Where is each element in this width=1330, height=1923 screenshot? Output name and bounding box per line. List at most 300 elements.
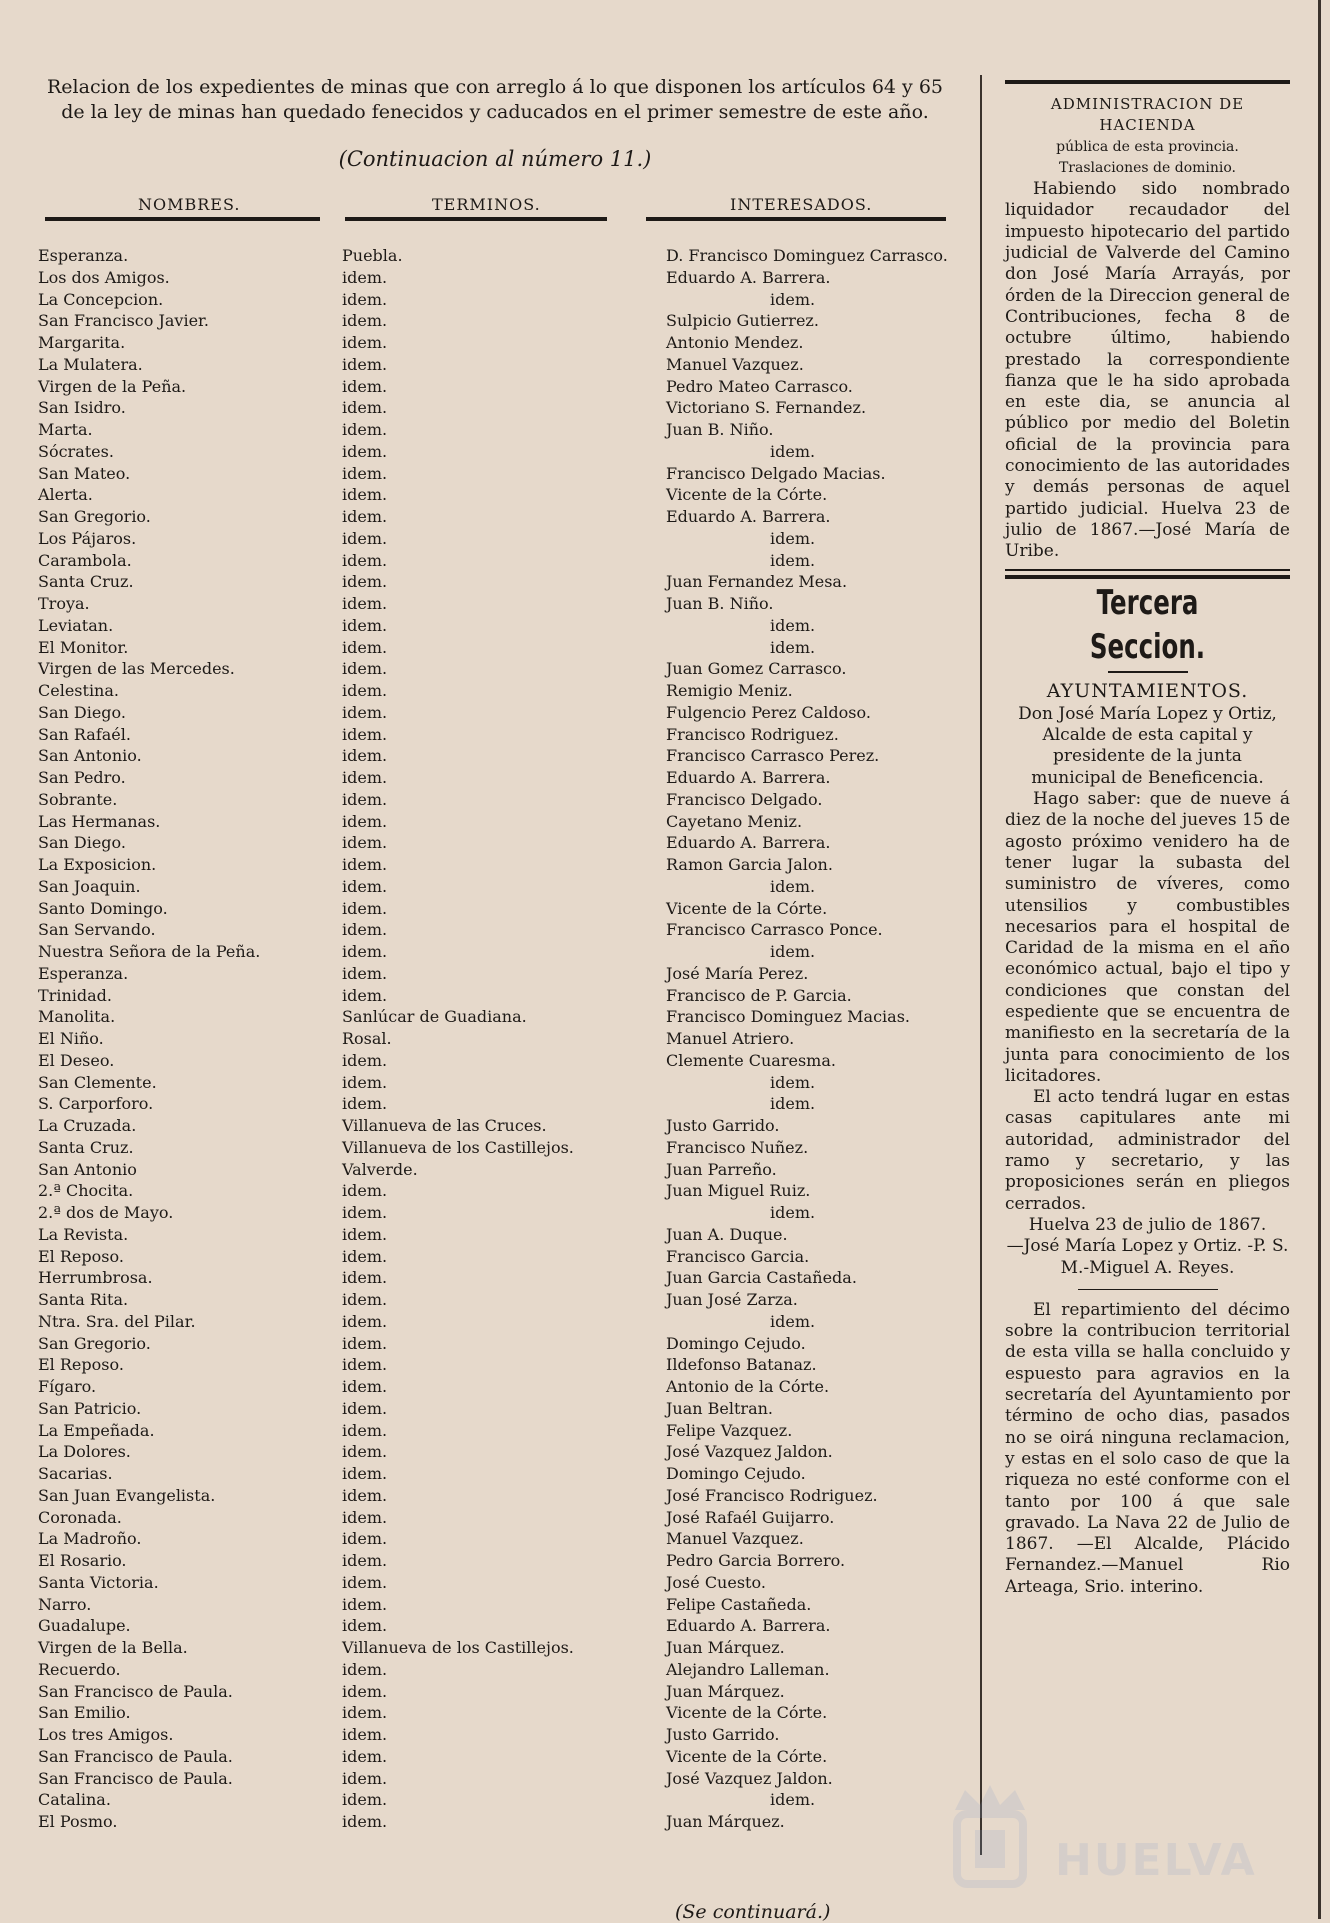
mine-holder: José María Perez. — [666, 963, 809, 983]
mine-term: idem. — [342, 463, 388, 483]
table-row — [30, 1507, 960, 1529]
table-row — [30, 1528, 960, 1550]
mine-term: idem. — [342, 985, 388, 1005]
notice-date: Huelva 23 de julio de 1867. — [1028, 1214, 1267, 1235]
mine-name: Ntra. Sra. del Pilar. — [38, 1311, 196, 1331]
mine-name: El Monitor. — [38, 637, 129, 657]
mine-term: idem. — [342, 1551, 388, 1570]
mine-term: idem. — [342, 1224, 388, 1244]
mine-term: idem. — [342, 833, 388, 853]
table-row — [30, 1746, 960, 1768]
mine-holder: Victoriano S. Fernandez. — [666, 398, 867, 418]
mine-name: Sacarias. — [38, 1464, 113, 1483]
right-column — [1005, 80, 1290, 1598]
table-row — [30, 1659, 960, 1681]
mine-name: Sócrates. — [38, 441, 114, 461]
mine-name: Guadalupe. — [38, 1616, 131, 1636]
mine-term: idem. — [342, 441, 388, 461]
mine-name: San Francisco de Paula. — [38, 1681, 233, 1701]
mine-term: idem. — [342, 789, 388, 809]
mine-name: San Patricio. — [38, 1398, 142, 1418]
table-row — [30, 1376, 960, 1398]
mine-name: La Revista. — [38, 1224, 129, 1244]
mine-name: San Juan Evangelista. — [38, 1485, 216, 1505]
table-row — [30, 1137, 960, 1159]
mine-term: Villanueva de las Cruces. — [342, 1116, 547, 1135]
mayor-intro: Don José María Lopez y Ortiz, Alcalde de esta capital y presidente de la junta municipal de Beneficencia. — [1018, 703, 1277, 788]
mine-name: S. Carporforo. — [38, 1094, 154, 1114]
mine-term: idem. — [342, 920, 388, 940]
mine-name: Celestina. — [38, 681, 119, 700]
mine-holder: Justo Garrido. — [666, 1116, 780, 1135]
table-row — [30, 1289, 960, 1311]
mine-term: idem. — [342, 1094, 388, 1114]
admin-title: ADMINISTRACION DE HACIENDA — [1050, 95, 1245, 135]
mine-holder: Justo Garrido. — [666, 1725, 780, 1744]
mine-holder: idem. — [770, 441, 816, 461]
mine-holder: Juan Beltran. — [666, 1398, 773, 1418]
mine-holder: Fulgencio Perez Caldoso. — [666, 702, 871, 722]
mine-term: idem. — [342, 1398, 388, 1418]
mine-term: idem. — [342, 1333, 388, 1353]
mine-holder: Juan Márquez. — [666, 1638, 785, 1657]
table-row — [30, 1398, 960, 1420]
mine-name: La Mulatera. — [38, 354, 143, 374]
table-row — [30, 1028, 960, 1050]
table-row — [30, 985, 960, 1007]
mine-holder: Juan Márquez. — [666, 1812, 785, 1831]
mine-holder: idem. — [770, 1790, 816, 1810]
mine-term: idem. — [342, 1246, 388, 1266]
mine-holder: Vicente de la Córte. — [666, 1703, 828, 1723]
continuation-note: (Continuacion al número 11.) — [338, 147, 652, 171]
mine-term: Villanueva de los Castillejos. — [342, 1137, 574, 1157]
mine-term: idem. — [342, 1790, 388, 1810]
mine-term: idem. — [342, 942, 388, 961]
table-row — [30, 1420, 960, 1442]
table-row — [30, 1789, 960, 1811]
mine-name: Virgen de la Peña. — [38, 376, 187, 396]
mine-term: idem. — [342, 1529, 388, 1549]
crown-shield-icon — [935, 1780, 1045, 1900]
mine-name: Catalina. — [38, 1790, 111, 1810]
mine-name: Las Hermanas. — [38, 811, 161, 831]
mine-term: Sanlúcar de Guadiana. — [342, 1007, 527, 1027]
mine-holder: Francisco Delgado Macias. — [666, 463, 886, 483]
mine-name: La Concepcion. — [38, 289, 164, 309]
mine-term: idem. — [342, 1746, 388, 1766]
column-headers — [30, 181, 960, 221]
table-row — [30, 811, 960, 833]
header-rule — [45, 217, 320, 221]
mine-term: idem. — [342, 681, 388, 700]
table-row — [30, 1485, 960, 1507]
mine-name: Troya. — [38, 594, 90, 613]
table-row — [30, 1681, 960, 1703]
table-row — [30, 1072, 960, 1094]
admin-subtitle: Traslaciones de dominio. — [1058, 159, 1237, 176]
mine-holder: Juan Márquez. — [666, 1681, 785, 1701]
mine-term: Puebla. — [342, 246, 403, 265]
table-row — [30, 1637, 960, 1659]
mine-holder: Juan Miguel Ruiz. — [666, 1181, 811, 1201]
mine-name: Santa Cruz. — [38, 1137, 134, 1157]
mine-holder: Felipe Vazquez. — [666, 1420, 793, 1440]
mine-holder: Pedro Garcia Borrero. — [666, 1551, 846, 1570]
mine-name: La Empeñada. — [38, 1420, 155, 1440]
mine-holder: Manuel Vazquez. — [666, 354, 804, 374]
mine-name: San Antonio. — [38, 746, 142, 766]
table-row — [30, 1463, 960, 1485]
mine-term: idem. — [342, 1050, 388, 1070]
mine-holder: idem. — [770, 1072, 816, 1092]
table-row — [30, 789, 960, 811]
mine-holder: Remigio Meniz. — [666, 681, 793, 700]
mine-holder: Felipe Castañeda. — [666, 1594, 812, 1614]
short-rule — [1108, 671, 1188, 673]
table-row — [30, 289, 960, 311]
mine-term: idem. — [342, 1355, 388, 1375]
mine-holder: Alejandro Lalleman. — [666, 1659, 830, 1679]
admin-notice: Habiendo sido nombrado liquidador recaudador del impuesto hipotecario del partido judicial de Valverde del Camino don José María Arrayás, por órden de la Direccion general de Contribuciones, fecha 8 de octubre último, habiendo prestado la correspondiente fianza que le ha sido aprobada en este dia, se anuncia al público por medio del Boletin oficial de la provincia para conocimiento de las autoridades y demás personas de aquel partido judicial. Huelva 23 de julio de 1867.—José María de Uribe. — [1005, 179, 1290, 562]
mine-holder: Eduardo A. Barrera. — [666, 267, 831, 287]
mine-holder: José Rafaél Guijarro. — [666, 1507, 835, 1527]
mine-name: El Rosario. — [38, 1551, 127, 1570]
mine-name: Sobrante. — [38, 789, 118, 809]
mine-holder: idem. — [770, 550, 816, 570]
mine-holder: Manuel Atriero. — [666, 1029, 795, 1048]
table-row — [30, 1246, 960, 1268]
mine-term: idem. — [342, 1616, 388, 1636]
header-terminos: TERMINOS. — [432, 195, 541, 214]
mine-term: idem. — [342, 702, 388, 722]
table-row — [30, 1550, 960, 1572]
mine-holder: Juan Parreño. — [666, 1159, 777, 1179]
mine-holder: Cayetano Meniz. — [666, 811, 803, 831]
mine-term: idem. — [342, 1725, 388, 1744]
mine-name: El Niño. — [38, 1029, 104, 1048]
mine-holder: idem. — [770, 615, 816, 635]
mine-name: San Francisco de Paula. — [38, 1768, 233, 1788]
mine-holder: idem. — [770, 528, 816, 548]
mine-term: idem. — [342, 1311, 388, 1331]
mine-holder: Vicente de la Córte. — [666, 1746, 828, 1766]
mine-term: idem. — [342, 550, 388, 570]
list-heading-line2: de la ley de minas han quedado fenecidos y caducados en el primer semestre de este año. — [61, 101, 929, 123]
mine-term: idem. — [342, 420, 388, 439]
page-edge-rule — [1318, 0, 1321, 1919]
mine-holder: Eduardo A. Barrera. — [666, 833, 831, 853]
mine-holder: José Vazquez Jaldon. — [666, 1442, 833, 1462]
table-row — [30, 1050, 960, 1072]
mine-name: Virgen de la Bella. — [38, 1638, 188, 1657]
header-nombres: NOMBRES. — [138, 195, 241, 214]
mine-name: 2.ª Chocita. — [38, 1181, 134, 1201]
mine-term: idem. — [342, 724, 388, 744]
mine-term: idem. — [342, 354, 388, 374]
table-row — [30, 637, 960, 659]
mine-name: San Pedro. — [38, 768, 126, 787]
mine-holder: Francisco Rodriguez. — [666, 724, 839, 744]
mine-term: idem. — [342, 1485, 388, 1505]
mine-holder: Juan A. Duque. — [666, 1224, 788, 1244]
mine-name: La Madroño. — [38, 1529, 142, 1549]
mine-holder: Eduardo A. Barrera. — [666, 768, 831, 787]
mine-name: Nuestra Señora de la Peña. — [38, 942, 261, 961]
mine-term: idem. — [342, 1377, 388, 1396]
mine-name: Esperanza. — [38, 246, 129, 265]
mine-holder: Domingo Cejudo. — [666, 1333, 806, 1353]
mine-term: idem. — [342, 898, 388, 918]
mine-holder: Pedro Mateo Carrasco. — [666, 376, 853, 396]
mine-name: San Isidro. — [38, 398, 126, 418]
mine-term: idem. — [342, 746, 388, 766]
mine-term: idem. — [342, 1812, 388, 1831]
mine-holder: Vicente de la Córte. — [666, 898, 828, 918]
mine-term: idem. — [342, 1442, 388, 1462]
mine-name: Santa Rita. — [38, 1290, 129, 1309]
table-row — [30, 1202, 960, 1224]
table-row — [30, 1311, 960, 1333]
section-title: Tercera Seccion. — [1089, 582, 1206, 667]
mine-name: Los tres Amigos. — [38, 1725, 174, 1744]
mine-term: Valverde. — [342, 1159, 418, 1179]
table-row — [30, 724, 960, 746]
mine-name: Herrumbrosa. — [38, 1268, 153, 1288]
mine-term: idem. — [342, 267, 388, 287]
mine-term: idem. — [342, 659, 388, 679]
mine-name: Fígaro. — [38, 1377, 97, 1396]
mine-term: idem. — [342, 637, 388, 657]
table-row — [30, 919, 960, 941]
mine-term: idem. — [342, 376, 388, 396]
mine-name: Santo Domingo. — [38, 898, 168, 918]
table-row — [30, 1702, 960, 1724]
mine-term: idem. — [342, 1072, 388, 1092]
table-row — [30, 1115, 960, 1137]
mine-term: idem. — [342, 1464, 388, 1483]
table-row — [30, 767, 960, 789]
table-row — [30, 854, 960, 876]
mine-holder: José Francisco Rodriguez. — [666, 1485, 878, 1505]
table-row — [30, 1224, 960, 1246]
table-row — [30, 1768, 960, 1790]
mine-term: idem. — [342, 1768, 388, 1788]
mine-holder: Eduardo A. Barrera. — [666, 507, 831, 526]
mine-holder: Clemente Cuaresma. — [666, 1050, 836, 1070]
mine-name: Virgen de las Mercedes. — [38, 659, 235, 679]
mine-term: idem. — [342, 528, 388, 548]
mine-name: Marta. — [38, 420, 93, 439]
mine-holder: Juan José Zarza. — [666, 1290, 798, 1309]
mine-holder: D. Francisco Dominguez Carrasco. — [666, 246, 948, 265]
table-row — [30, 963, 960, 985]
table-row — [30, 550, 960, 572]
mine-name: Esperanza. — [38, 963, 129, 983]
notice-signature: —José María Lopez y Ortiz. -P. S. M.-Miguel A. Reyes. — [1006, 1236, 1289, 1278]
table-row — [30, 397, 960, 419]
mines-table — [30, 245, 960, 1833]
section-rule — [1005, 569, 1290, 571]
mine-holder: Antonio de la Córte. — [666, 1377, 830, 1396]
mine-term: idem. — [342, 485, 388, 505]
table-row — [30, 745, 960, 767]
mine-term: idem. — [342, 289, 388, 309]
table-row — [30, 680, 960, 702]
mine-holder: idem. — [770, 876, 816, 896]
header-interesados: INTERESADOS. — [730, 195, 873, 214]
mine-holder: idem. — [770, 942, 816, 961]
mine-holder: Sulpicio Gutierrez. — [666, 311, 819, 331]
table-row — [30, 1354, 960, 1376]
mine-name: Recuerdo. — [38, 1659, 121, 1679]
mine-name: Coronada. — [38, 1507, 122, 1527]
mine-holder: Juan Garcia Castañeda. — [666, 1268, 857, 1288]
mine-term: idem. — [342, 1594, 388, 1614]
table-row — [30, 898, 960, 920]
header-rule — [345, 217, 607, 221]
mine-name: Margarita. — [38, 333, 126, 352]
table-row — [30, 615, 960, 637]
mine-holder: Francisco Carrasco Perez. — [666, 746, 880, 766]
mine-term: Villanueva de los Castillejos. — [342, 1638, 574, 1657]
separator-rule — [1078, 1289, 1218, 1290]
table-row — [30, 245, 960, 267]
mine-name: Alerta. — [38, 485, 93, 505]
mine-term: idem. — [342, 594, 388, 613]
mine-holder: idem. — [770, 289, 816, 309]
nava-notice: El repartimiento del décimo sobre la contribucion territorial de esta villa se halla concluido y espuesto para agravios en la secretaría del Ayuntamiento por término de ocho dias, pasados no se oirá ninguna reclamacion, y estas en el solo caso de que la riqueza no esté conforme con el tanto por 100 á que sale gravado. La Nava 22 de Julio de 1867. —El Alcalde, Plácido Fernandez.—Manuel Rio Arteaga, Srio. interino. — [1005, 1299, 1290, 1597]
table-row — [30, 702, 960, 724]
subasta-notice: Hago saber: que de nueve á diez de la noche del jueves 15 de agosto próximo venidero ha de tener lugar la subasta del suministro de víveres, como utensilios y combustibles necesarios para el hospital de Caridad de la misma en el año económico actual, bajo el tipo y condiciones que constan del espediente que se encuentra de manifiesto en la secretaría de la junta para conocimiento de los licitadores. — [1005, 789, 1291, 1086]
top-rule — [1005, 80, 1290, 84]
table-row — [30, 1615, 960, 1637]
table-row — [30, 376, 960, 398]
mine-name: San Clemente. — [38, 1072, 157, 1092]
mine-term: idem. — [342, 507, 388, 526]
subasta-notice-act: El acto tendrá lugar en estas casas capitulares ante mi autoridad, administrador del ramo y secretario, y las proposiciones serán en pliegos cerrados. — [1005, 1087, 1290, 1214]
mine-name: La Dolores. — [38, 1442, 131, 1462]
mine-name: San Gregorio. — [38, 507, 151, 526]
table-row — [30, 1572, 960, 1594]
mine-holder: Juan Gomez Carrasco. — [666, 659, 847, 679]
table-row — [30, 593, 960, 615]
mine-holder: Vicente de la Córte. — [666, 485, 828, 505]
mine-term: idem. — [342, 963, 388, 983]
table-row — [30, 310, 960, 332]
table-row — [30, 658, 960, 680]
mine-name: Narro. — [38, 1594, 92, 1614]
column-divider — [980, 75, 982, 1855]
mine-holder: Juan B. Niño. — [666, 594, 774, 613]
mine-term: idem. — [342, 1659, 388, 1679]
huelva-watermark — [935, 1780, 1255, 1900]
mine-name: La Cruzada. — [38, 1116, 137, 1135]
table-row — [30, 1180, 960, 1202]
table-row — [30, 354, 960, 376]
mine-name: El Deseo. — [38, 1050, 115, 1070]
table-row — [30, 1811, 960, 1833]
mine-term: idem. — [342, 855, 388, 874]
to-be-continued: (Se continuará.) — [675, 1901, 831, 1923]
table-row — [30, 1594, 960, 1616]
mine-name: San Joaquin. — [38, 876, 141, 896]
table-row — [30, 267, 960, 289]
mine-name: El Reposo. — [38, 1355, 124, 1375]
table-row — [30, 1441, 960, 1463]
mine-holder: Francisco Garcia. — [666, 1246, 810, 1266]
mine-name: Santa Victoria. — [38, 1572, 159, 1592]
mine-holder: Manuel Vazquez. — [666, 1529, 804, 1549]
mine-name: San Antonio — [38, 1159, 137, 1179]
ayuntamientos-heading: AYUNTAMIENTOS. — [1046, 679, 1249, 702]
mine-holder: idem. — [770, 1311, 816, 1331]
mine-holder: Francisco Carrasco Ponce. — [666, 920, 883, 940]
table-row — [30, 941, 960, 963]
table-row — [30, 332, 960, 354]
table-row — [30, 1333, 960, 1355]
mine-name: 2.ª dos de Mayo. — [38, 1203, 174, 1222]
mine-term: idem. — [342, 1420, 388, 1440]
mine-name: San Diego. — [38, 833, 126, 853]
mine-term: idem. — [342, 1572, 388, 1592]
mine-name: Los dos Amigos. — [38, 267, 170, 287]
table-row — [30, 506, 960, 528]
mine-name: Los Pájaros. — [38, 528, 137, 548]
table-row — [30, 1006, 960, 1028]
mine-holder: Francisco Nuñez. — [666, 1137, 809, 1157]
mine-name: San Gregorio. — [38, 1333, 151, 1353]
mine-holder: idem. — [770, 1094, 816, 1114]
watermark-text: HUELVA — [1055, 1835, 1257, 1886]
mine-term: idem. — [342, 811, 388, 831]
mine-name: San Francisco Javier. — [38, 311, 210, 331]
mine-holder: José Vazquez Jaldon. — [666, 1768, 833, 1788]
section-rule — [1005, 575, 1290, 579]
list-heading-line1: Relacion de los expedientes de minas que con arreglo á lo que disponen los artículos 64 y 65 — [46, 76, 943, 98]
mine-name: Santa Cruz. — [38, 572, 134, 592]
mine-name: Carambola. — [38, 550, 132, 570]
table-row — [30, 1093, 960, 1115]
mine-term: Rosal. — [342, 1029, 392, 1048]
admin-subtitle: pública de esta provincia. — [1056, 138, 1239, 155]
mine-term: idem. — [342, 1268, 388, 1288]
mines-list-column — [30, 75, 960, 1923]
mine-holder: Ildefonso Batanaz. — [666, 1355, 817, 1375]
mine-name: Leviatan. — [38, 615, 114, 635]
mine-term: idem. — [342, 1703, 388, 1723]
mine-holder: idem. — [770, 637, 816, 657]
mine-term: idem. — [342, 1507, 388, 1527]
mine-name: San Diego. — [38, 702, 126, 722]
mine-name: El Reposo. — [38, 1246, 124, 1266]
mine-name: San Servando. — [38, 920, 156, 940]
mine-name: Trinidad. — [38, 985, 112, 1005]
mine-term: idem. — [342, 333, 388, 352]
mine-holder: idem. — [770, 1203, 816, 1222]
mine-term: idem. — [342, 311, 388, 331]
table-row — [30, 441, 960, 463]
mine-name: Manolita. — [38, 1007, 116, 1027]
mine-holder: Juan Fernandez Mesa. — [666, 572, 848, 592]
table-row — [30, 419, 960, 441]
mine-holder: Antonio Mendez. — [666, 333, 804, 352]
mine-holder: José Cuesto. — [666, 1572, 766, 1592]
table-row — [30, 571, 960, 593]
mine-term: idem. — [342, 615, 388, 635]
table-row — [30, 876, 960, 898]
table-row — [30, 1159, 960, 1181]
